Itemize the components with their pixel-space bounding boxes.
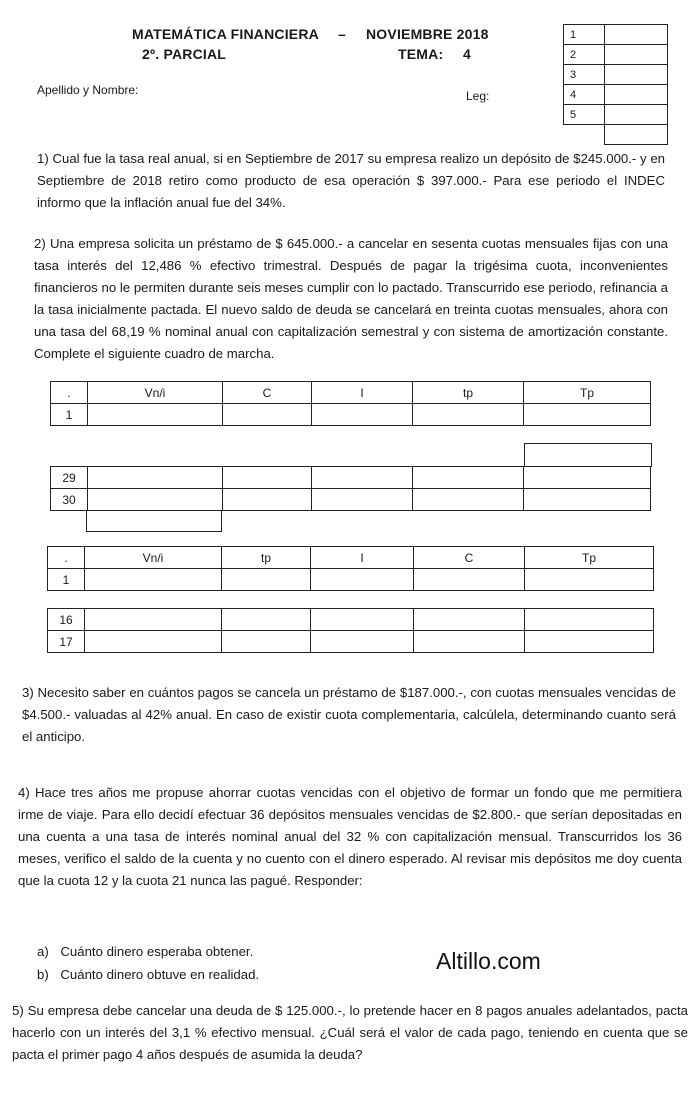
table-cell [414, 569, 525, 591]
column-header: . [48, 547, 85, 569]
amortization-table-1-top [50, 381, 651, 426]
exam-subtitle: 2º. PARCIAL [142, 46, 227, 62]
column-header: Tp [525, 547, 654, 569]
amortization-table-2-bottom [47, 608, 654, 653]
question-5 [12, 1000, 688, 1066]
grade-cell [605, 25, 668, 45]
grade-cell [605, 45, 668, 65]
question-number: 3) [22, 685, 34, 700]
part-label: a) [37, 944, 49, 959]
grade-row-label: 1 [564, 25, 605, 45]
row-label: 1 [51, 404, 88, 426]
part-text: Cuánto dinero obtuve en realidad. [60, 967, 260, 982]
table-cell [223, 467, 312, 489]
table-cell [223, 404, 312, 426]
row-label: 17 [48, 631, 85, 653]
column-header: tp [413, 382, 524, 404]
table-1-extra-cell [524, 443, 652, 467]
question-1 [37, 148, 665, 214]
table-cell [524, 404, 651, 426]
table-cell [88, 404, 223, 426]
column-header: Tp [524, 382, 651, 404]
column-header: I [311, 547, 414, 569]
grade-row-label: 4 [564, 85, 605, 105]
leg-label: Leg: [466, 89, 490, 103]
table-cell [414, 631, 525, 653]
question-4-part-a [37, 944, 253, 959]
table-cell [525, 569, 654, 591]
column-header: C [223, 382, 312, 404]
row-label: 29 [51, 467, 88, 489]
question-number: 5) [12, 1003, 24, 1018]
question-2 [34, 233, 668, 365]
part-text: Cuánto dinero esperaba obtener. [60, 944, 254, 959]
question-number: 4) [18, 785, 30, 800]
table-cell [524, 467, 651, 489]
table-cell [414, 609, 525, 631]
question-text: Hace tres años me propuse ahorrar cuotas vencidas con el objetivo de formar un fondo que me permitiera irme de viaje. Para ello decidí efectuar 36 depósitos mensuales vencidas de $2.800.- que serían depositadas en una cuenta a una tasa de interés nominal anual del 32 % con capitalización mensual. Transcurridos los 36 meses, verifico el saldo de la cuenta y no cuento con el dinero esperado. Al revisar mis depósitos me doy cuenta que la cuota 12 y la cuota 21 nunca las pagué. Responder: [18, 785, 682, 888]
column-header: . [51, 382, 88, 404]
table-cell [88, 489, 223, 511]
tema-label: TEMA: [398, 46, 444, 62]
grade-cell [605, 105, 668, 125]
row-label: 1 [48, 569, 85, 591]
question-text: Su empresa debe cancelar una deuda de $ 125.000.-, lo pretende hacer en 8 pagos anuales adelantados, pacta hacerlo con un interés del 3,1 % efectivo mensual. ¿Cuál será el valor de cada pago, teniendo en cuenta que se pacta el primer pago 4 años después de asumida la deuda? [12, 1003, 689, 1062]
grade-box [563, 24, 668, 145]
table-cell [311, 631, 414, 653]
column-header: Vn/i [88, 382, 223, 404]
question-number: 2) [34, 236, 46, 251]
question-4 [18, 782, 682, 892]
table-cell [312, 404, 413, 426]
row-label: 16 [48, 609, 85, 631]
table-cell [311, 569, 414, 591]
table-cell [223, 489, 312, 511]
question-number: 1) [37, 151, 49, 166]
question-3 [22, 682, 676, 748]
table-1-extra-cell [86, 510, 222, 532]
table-cell [525, 631, 654, 653]
question-text: Cual fue la tasa real anual, si en Septiembre de 2017 su empresa realizo un depósito de $245.000.- y en Septiembre de 2018 retiro como producto de esa operación $ 397.000.- Para ese periodo el INDEC informo que la inflación anual fue del 34%. [37, 151, 665, 210]
column-header: tp [222, 547, 311, 569]
question-4-part-b [37, 967, 259, 982]
exam-date: NOVIEMBRE 2018 [366, 26, 489, 42]
grade-row-label: 5 [564, 105, 605, 125]
table-cell [413, 404, 524, 426]
question-text: Necesito saber en cuántos pagos se cancela un préstamo de $187.000.-, con cuotas mensuales vencidas de $4.500.- valuadas al 42% anual. En caso de existir cuota complementaria, calcúlela, determinando cuanto será el anticipo. [22, 685, 676, 744]
title-dash: – [338, 26, 346, 42]
grade-cell [605, 65, 668, 85]
table-cell [413, 489, 524, 511]
grade-row-label: 3 [564, 65, 605, 85]
grade-cell [605, 85, 668, 105]
amortization-table-2-top [47, 546, 654, 591]
grade-total-cell [605, 125, 668, 145]
table-cell [222, 569, 311, 591]
question-text: Una empresa solicita un préstamo de $ 645.000.- a cancelar en sesenta cuotas mensuales fijas con una tasa interés del 12,486 % efectivo trimestral. Después de pagar la trigésima cuota, inconvenientes financieros no le permiten durante seis meses cumplir con lo pactado. Transcurrido ese periodo, refinancia a la tasa inicialmente pactada. El nuevo saldo de deuda se cancelará en treinta cuotas mensuales, ahora con una tasa del 68,19 % nominal anual con capitalización semestral y con sistema de amortización constante. Complete el siguiente cuadro de marcha. [34, 236, 668, 361]
table-cell [88, 467, 223, 489]
table-cell [525, 609, 654, 631]
course-title: MATEMÁTICA FINANCIERA [132, 26, 319, 42]
table-cell [85, 609, 222, 631]
table-cell [85, 631, 222, 653]
table-cell [524, 489, 651, 511]
table-cell [85, 569, 222, 591]
table-cell [312, 467, 413, 489]
table-cell [312, 489, 413, 511]
name-label: Apellido y Nombre: [37, 83, 139, 97]
row-label: 30 [51, 489, 88, 511]
column-header: I [312, 382, 413, 404]
part-label: b) [37, 967, 49, 982]
column-header: Vn/i [85, 547, 222, 569]
table-cell [222, 631, 311, 653]
watermark: Altillo.com [436, 948, 541, 974]
grade-row-label: 2 [564, 45, 605, 65]
tema-value: 4 [463, 46, 471, 62]
table-cell [311, 609, 414, 631]
table-cell [222, 609, 311, 631]
amortization-table-1-bottom [50, 466, 651, 511]
table-cell [413, 467, 524, 489]
column-header: C [414, 547, 525, 569]
